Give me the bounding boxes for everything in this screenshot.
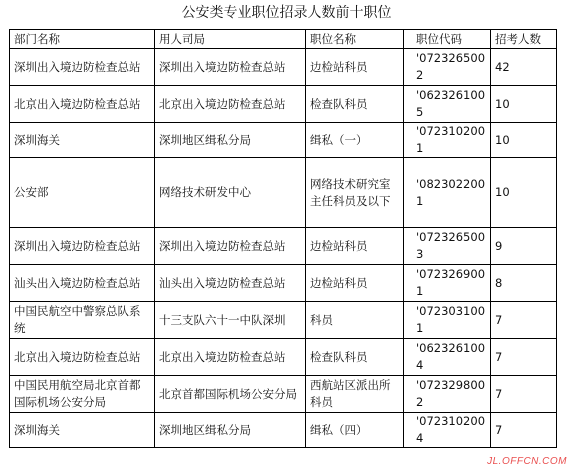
cell-bureau: 北京首都国际机场公安分局: [155, 376, 306, 413]
site-watermark: JL.OFFCN.COM: [487, 456, 567, 467]
table-row: [10, 265, 557, 302]
cell-count: 10: [491, 86, 557, 123]
cell-bureau: 汕头出入境边防检查总站: [155, 265, 306, 302]
cell-count: 9: [491, 228, 557, 265]
cell-dept: 深圳海关: [10, 413, 155, 448]
cell-dept: 深圳海关: [10, 123, 155, 158]
cell-code: '0723031001: [404, 302, 491, 339]
cell-dept: 汕头出入境边防检查总站: [10, 265, 155, 302]
cell-bureau: 十三支队六十一中队深圳: [155, 302, 306, 339]
table-row: [10, 228, 557, 265]
cell-position: 西航站区派出所科员: [306, 376, 404, 413]
table-row: [10, 49, 557, 86]
cell-code: '0723265003: [404, 228, 491, 265]
table-row: [10, 158, 557, 228]
cell-position: 缉私（一）: [306, 123, 404, 158]
header-bureau: 用人司局: [155, 30, 306, 49]
cell-position: 缉私（四）: [306, 413, 404, 448]
table-row: [10, 86, 557, 123]
cell-position: 科员: [306, 302, 404, 339]
cell-position: 检查队科员: [306, 86, 404, 123]
cell-dept: 北京出入境边防检查总站: [10, 339, 155, 376]
cell-count: 7: [491, 413, 557, 448]
cell-code: '0723298002: [404, 376, 491, 413]
cell-count: 7: [491, 376, 557, 413]
cell-count: 8: [491, 265, 557, 302]
cell-bureau: 深圳出入境边防检查总站: [155, 228, 306, 265]
cell-count: 10: [491, 123, 557, 158]
table-header-row: [10, 30, 557, 49]
page-title: 公安类专业职位招录人数前十职位: [181, 5, 392, 21]
cell-count: 10: [491, 158, 557, 228]
cell-code: '0823022001: [404, 158, 491, 228]
cell-bureau: 网络技术研发中心: [155, 158, 306, 228]
recruitment-table: [9, 29, 557, 448]
cell-count: 7: [491, 339, 557, 376]
cell-dept: 公安部: [10, 158, 155, 228]
cell-dept: 北京出入境边防检查总站: [10, 86, 155, 123]
cell-dept: 中国民用航空局北京首都国际机场公安分局: [10, 376, 155, 413]
header-position: 职位名称: [306, 30, 404, 49]
cell-bureau: 北京出入境边防检查总站: [155, 339, 306, 376]
cell-position: 检查队科员: [306, 339, 404, 376]
table-row: [10, 302, 557, 339]
cell-code: '0723102004: [404, 413, 491, 448]
cell-bureau: 深圳地区缉私分局: [155, 413, 306, 448]
cell-bureau: 北京出入境边防检查总站: [155, 86, 306, 123]
table-row: [10, 123, 557, 158]
cell-position: 边检站科员: [306, 265, 404, 302]
cell-code: '0623261004: [404, 339, 491, 376]
table-row: [10, 376, 557, 413]
cell-count: 7: [491, 302, 557, 339]
cell-position: 边检站科员: [306, 49, 404, 86]
cell-bureau: 深圳地区缉私分局: [155, 123, 306, 158]
header-code: 职位代码: [404, 30, 491, 49]
cell-dept: 深圳出入境边防检查总站: [10, 228, 155, 265]
cell-position: 网络技术研究室主任科员及以下: [306, 158, 404, 228]
cell-position: 边检站科员: [306, 228, 404, 265]
cell-count: 42: [491, 49, 557, 86]
header-count: 招考人数: [491, 30, 557, 49]
cell-dept: 深圳出入境边防检查总站: [10, 49, 155, 86]
cell-code: '0623261005: [404, 86, 491, 123]
table-row: [10, 339, 557, 376]
cell-code: '0723265002: [404, 49, 491, 86]
cell-code: '0723269001: [404, 265, 491, 302]
cell-dept: 中国民航空中警察总队系统: [10, 302, 155, 339]
cell-code: '0723102001: [404, 123, 491, 158]
header-dept: 部门名称: [10, 30, 155, 49]
cell-bureau: 深圳出入境边防检查总站: [155, 49, 306, 86]
table-row: [10, 413, 557, 448]
